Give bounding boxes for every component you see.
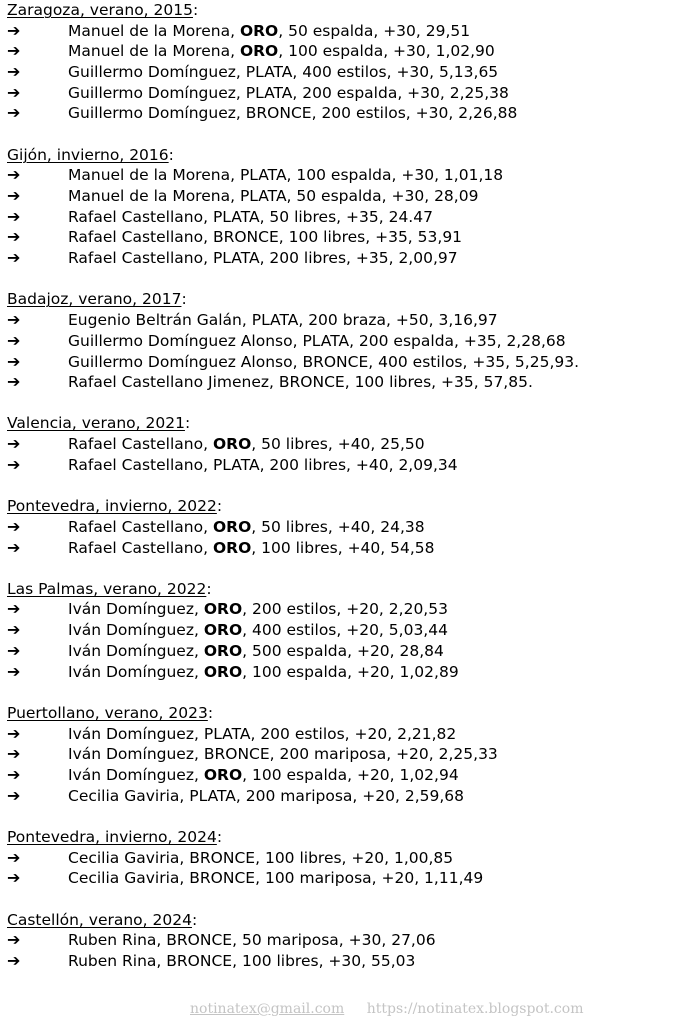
arrow-bullet-icon: ➔ [7,599,21,619]
swimmer-name: Rafael Castellano [68,455,204,474]
result-row [7,41,687,62]
swimmer-name: Guillermo Domínguez [68,104,236,123]
result-row [7,165,687,186]
section-heading-colon: : [184,414,191,433]
swimmer-name: Eugenio Beltrán Galán [68,311,242,330]
result-entry: Iván Domínguez, ORO, 500 espalda, +20, 28,84 [68,641,444,660]
medal-label: PLATA [239,166,287,185]
medal-label: ORO [203,621,243,640]
section-heading-text: Las Palmas, verano, 2022 [7,579,207,598]
swimmer-name: Cecilia Gaviria [68,848,180,867]
medal-label: BRONCE [189,869,256,888]
swimmer-name: Cecilia Gaviria [68,786,180,805]
medal-label: BRONCE [302,352,369,371]
result-row [7,62,687,83]
medal-label: PLATA [302,331,350,350]
arrow-bullet-icon: ➔ [7,537,21,557]
section-heading-text: Pontevedra, invierno, 2022 [7,497,217,516]
event-details: 200 mariposa, +20, 2,59,68 [245,786,464,805]
arrow-bullet-icon: ➔ [7,372,21,392]
event-details: 50 libres, +40, 25,50 [261,435,425,454]
medal-label: ORO [212,538,252,557]
swimmer-name: Iván Domínguez [68,724,194,743]
arrow-bullet-icon: ➔ [7,764,21,784]
section-heading [7,579,687,600]
championship-section [7,145,687,269]
arrow-bullet-icon: ➔ [7,62,21,82]
event-details: 200 espalda, +30, 2,25,38 [302,83,509,102]
medal-label: BRONCE [245,104,312,123]
result-row [7,786,687,807]
section-heading [7,496,687,517]
section-heading-text: Puertollano, verano, 2023 [7,703,208,722]
swimmer-name: Rafael Castellano [68,517,204,536]
arrow-bullet-icon: ➔ [7,248,21,268]
medal-label: PLATA [212,207,260,226]
result-row [7,207,687,228]
medal-label: BRONCE [278,373,345,392]
swimmer-name: Iván Domínguez [68,745,194,764]
result-row [7,951,687,972]
swimmer-name: Iván Domínguez [68,621,194,640]
event-details: 400 estilos, +30, 5,13,65 [302,63,499,82]
arrow-bullet-icon: ➔ [7,950,21,970]
swimmer-name: Ruben Rina [68,931,157,950]
arrow-bullet-icon: ➔ [7,206,21,226]
swimmer-name: Rafael Castellano Jimenez [68,373,270,392]
result-row [7,599,687,620]
result-entry: Rafael Castellano, PLATA, 200 libres, +35, 2,00,97 [68,249,458,268]
result-row [7,641,687,662]
swimmer-name: Manuel de la Morena [68,42,231,61]
result-entry: Iván Domínguez, ORO, 200 estilos, +20, 2,20,53 [68,600,448,619]
championship-section [7,579,687,682]
event-details: 50 libres, +40, 24,38 [261,517,425,536]
arrow-bullet-icon: ➔ [7,640,21,660]
result-row [7,227,687,248]
result-row [7,331,687,352]
arrow-bullet-icon: ➔ [7,868,21,888]
arrow-bullet-icon: ➔ [7,847,21,867]
swimmer-name: Iván Domínguez [68,641,194,660]
medal-label: PLATA [245,63,293,82]
arrow-bullet-icon: ➔ [7,434,21,454]
medal-label: PLATA [212,455,260,474]
section-heading-colon: : [193,1,199,19]
event-details: 100 libres, +40, 54,58 [261,538,435,557]
result-entry: Iván Domínguez, BRONCE, 200 mariposa, +20, 2,25,33 [68,745,498,764]
result-row [7,744,687,765]
event-details: 200 estilos, +30, 2,26,88 [321,104,518,123]
championship-section [7,703,687,806]
swimmer-name: Manuel de la Morena [68,166,231,185]
swimmer-name: Rafael Castellano [68,207,204,226]
swimmer-name: Rafael Castellano [68,249,204,268]
result-row [7,848,687,869]
section-heading-text: Castellón, verano, 2024 [7,910,192,929]
result-entry: Rafael Castellano, ORO, 50 libres, +40, 25,50 [68,435,425,454]
swimmer-name: Rafael Castellano [68,435,204,454]
swimmer-name: Iván Domínguez [68,662,194,681]
championship-section [7,910,687,972]
result-entry: Manuel de la Morena, ORO, 100 espalda, +30, 1,02,90 [68,42,495,61]
result-row [7,103,687,124]
swimmer-name: Guillermo Domínguez Alonso [68,352,293,371]
event-details: 100 libres, +35, 57,85. [354,373,533,392]
medal-label: PLATA [189,786,236,805]
arrow-bullet-icon: ➔ [7,744,21,764]
result-row [7,517,687,538]
medal-label: BRONCE [166,951,233,970]
section-heading [7,145,687,166]
medal-label: BRONCE [166,931,233,950]
arrow-bullet-icon: ➔ [7,620,21,640]
result-row [7,930,687,951]
event-details: 200 mariposa, +20, 2,25,33 [279,745,498,764]
result-entry: Guillermo Domínguez Alonso, PLATA, 200 espalda, +35, 2,28,68 [68,331,566,350]
arrow-bullet-icon: ➔ [7,310,21,330]
result-entry: Iván Domínguez, ORO, 100 espalda, +20, 1,02,89 [68,662,459,681]
page-footer [190,1001,583,1017]
medal-label: ORO [203,662,243,681]
arrow-bullet-icon: ➔ [7,330,21,350]
arrow-bullet-icon: ➔ [7,165,21,185]
result-row [7,83,687,104]
section-heading-colon: : [216,827,223,846]
result-entry: Guillermo Domínguez, PLATA, 200 espalda, +30, 2,25,38 [68,83,509,102]
event-details: 200 libres, +35, 2,00,97 [269,249,458,268]
result-row [7,372,687,393]
swimmer-name: Iván Domínguez [68,765,194,784]
event-details: 200 libres, +40, 2,09,34 [269,455,458,474]
result-row [7,186,687,207]
section-heading [7,0,687,21]
result-entry: Guillermo Domínguez Alonso, BRONCE, 400 estilos, +35, 5,25,93. [68,352,580,371]
swimmer-name: Guillermo Domínguez Alonso [68,331,293,350]
swimmer-name: Rafael Castellano [68,228,204,247]
result-row [7,538,687,559]
event-details: 400 estilos, +20, 5,03,44 [252,621,448,640]
result-entry: Guillermo Domínguez, PLATA, 400 estilos, +30, 5,13,65 [68,63,499,82]
medal-label: ORO [203,641,243,660]
section-heading-text: Gijón, invierno, 2016 [7,145,169,164]
medal-label: PLATA [245,83,293,102]
result-entry: Iván Domínguez, ORO, 400 estilos, +20, 5,03,44 [68,621,448,640]
results-document [7,0,687,992]
medal-label: ORO [212,435,252,454]
event-details: 100 mariposa, +20, 1,11,49 [264,869,484,888]
event-details: 100 espalda, +20, 1,02,89 [252,662,459,681]
swimmer-name: Manuel de la Morena [68,21,231,40]
championship-section [7,496,687,558]
event-details: 50 espalda, +30, 29,51 [288,21,471,40]
swimmer-name: Manuel de la Morena [68,187,231,206]
medal-label: PLATA [239,187,287,206]
result-row [7,724,687,745]
event-details: 400 estilos, +35, 5,25,93. [378,352,580,371]
result-row [7,765,687,786]
result-entry: Rafael Castellano, PLATA, 200 libres, +40, 2,09,34 [68,455,458,474]
result-row [7,620,687,641]
section-heading-text: Zaragoza, verano, 2015 [7,1,193,19]
swimmer-name: Rafael Castellano [68,538,204,557]
section-heading [7,413,687,434]
section-heading-colon: : [207,703,214,722]
medal-label: ORO [239,21,279,40]
result-row [7,662,687,683]
result-entry: Iván Domínguez, PLATA, 200 estilos, +20, 2,21,82 [68,724,457,743]
event-details: 200 estilos, +20, 2,20,53 [252,600,448,619]
result-entry: Ruben Rina, BRONCE, 50 mariposa, +30, 27,06 [68,931,436,950]
arrow-bullet-icon: ➔ [7,82,21,102]
section-heading-colon: : [168,145,174,164]
result-entry: Rafael Castellano, BRONCE, 100 libres, +35, 53,91 [68,228,463,247]
section-heading [7,827,687,848]
arrow-bullet-icon: ➔ [7,351,21,371]
championship-section [7,0,687,124]
result-entry: Rafael Castellano, PLATA, 50 libres, +35, 24.47 [68,207,433,226]
result-entry: Cecilia Gaviria, BRONCE, 100 libres, +20, 1,00,85 [68,848,454,867]
event-details: 100 libres, +30, 55,03 [241,951,416,970]
result-row [7,455,687,476]
result-row [7,21,687,42]
footer-email-link[interactable]: notinatex@gmail.com [190,1001,345,1017]
result-entry: Ruben Rina, BRONCE, 100 libres, +30, 55,03 [68,951,416,970]
medal-label: BRONCE [212,228,279,247]
swimmer-name: Iván Domínguez [68,600,194,619]
medal-label: ORO [203,600,243,619]
result-row [7,868,687,889]
arrow-bullet-icon: ➔ [7,930,21,950]
championship-section [7,413,687,475]
arrow-bullet-icon: ➔ [7,20,21,40]
event-details: 100 espalda, +30, 1,01,18 [296,166,504,185]
result-entry: Rafael Castellano Jimenez, BRONCE, 100 libres, +35, 57,85. [68,373,533,392]
result-row [7,434,687,455]
arrow-bullet-icon: ➔ [7,41,21,61]
medal-label: PLATA [212,249,260,268]
result-entry: Guillermo Domínguez, BRONCE, 200 estilos, +30, 2,26,88 [68,104,518,123]
section-heading [7,910,687,931]
arrow-bullet-icon: ➔ [7,227,21,247]
medal-label: BRONCE [189,848,256,867]
section-heading-colon: : [191,910,198,929]
swimmer-name: Guillermo Domínguez [68,63,236,82]
swimmer-name: Guillermo Domínguez [68,83,236,102]
result-entry: Manuel de la Morena, PLATA, 50 espalda, +30, 28,09 [68,187,479,206]
result-row [7,310,687,331]
event-details: 100 espalda, +20, 1,02,94 [252,765,459,784]
result-entry: Manuel de la Morena, ORO, 50 espalda, +30, 29,51 [68,21,471,40]
medal-label: PLATA [203,724,251,743]
section-heading-text: Pontevedra, invierno, 2024 [7,827,217,846]
arrow-bullet-icon: ➔ [7,661,21,681]
section-heading [7,703,687,724]
result-entry: Cecilia Gaviria, PLATA, 200 mariposa, +20, 2,59,68 [68,786,464,805]
arrow-bullet-icon: ➔ [7,103,21,123]
result-entry: Eugenio Beltrán Galán, PLATA, 200 braza, +50, 3,16,97 [68,311,498,330]
event-details: 100 espalda, +30, 1,02,90 [288,42,495,61]
event-details: 100 libres, +20, 1,00,85 [264,848,454,867]
event-details: 200 estilos, +20, 2,21,82 [260,724,457,743]
section-heading [7,289,687,310]
swimmer-name: Ruben Rina [68,951,157,970]
medal-label: ORO [212,517,252,536]
medal-label: BRONCE [203,745,270,764]
arrow-bullet-icon: ➔ [7,186,21,206]
section-heading-colon: : [181,290,187,309]
event-details: 100 libres, +35, 53,91 [288,228,463,247]
arrow-bullet-icon: ➔ [7,454,21,474]
section-heading-colon: : [206,579,212,598]
section-heading-text: Valencia, verano, 2021 [7,414,185,433]
arrow-bullet-icon: ➔ [7,723,21,743]
event-details: 500 espalda, +20, 28,84 [252,641,444,660]
result-entry: Rafael Castellano, ORO, 100 libres, +40, 54,58 [68,538,435,557]
result-row [7,248,687,269]
arrow-bullet-icon: ➔ [7,785,21,805]
section-heading-text: Badajoz, verano, 2017 [7,290,182,309]
medal-label: PLATA [251,311,299,330]
arrow-bullet-icon: ➔ [7,516,21,536]
championship-section [7,289,687,392]
event-details: 50 mariposa, +30, 27,06 [241,931,436,950]
event-details: 200 espalda, +35, 2,28,68 [358,331,566,350]
section-heading-colon: : [216,497,223,516]
footer-blog-link[interactable]: https://notinatex.blogspot.com [366,1001,584,1017]
result-entry: Cecilia Gaviria, BRONCE, 100 mariposa, +20, 1,11,49 [68,869,484,888]
event-details: 50 espalda, +30, 28,09 [296,187,479,206]
result-entry: Iván Domínguez, ORO, 100 espalda, +20, 1,02,94 [68,765,459,784]
medal-label: ORO [203,765,243,784]
championship-section [7,827,687,889]
event-details: 50 libres, +35, 24.47 [269,207,433,226]
result-row [7,352,687,373]
event-details: 200 braza, +50, 3,16,97 [308,311,498,330]
result-entry: Rafael Castellano, ORO, 50 libres, +40, 24,38 [68,517,425,536]
result-entry: Manuel de la Morena, PLATA, 100 espalda, +30, 1,01,18 [68,166,504,185]
swimmer-name: Cecilia Gaviria [68,869,180,888]
medal-label: ORO [239,42,279,61]
